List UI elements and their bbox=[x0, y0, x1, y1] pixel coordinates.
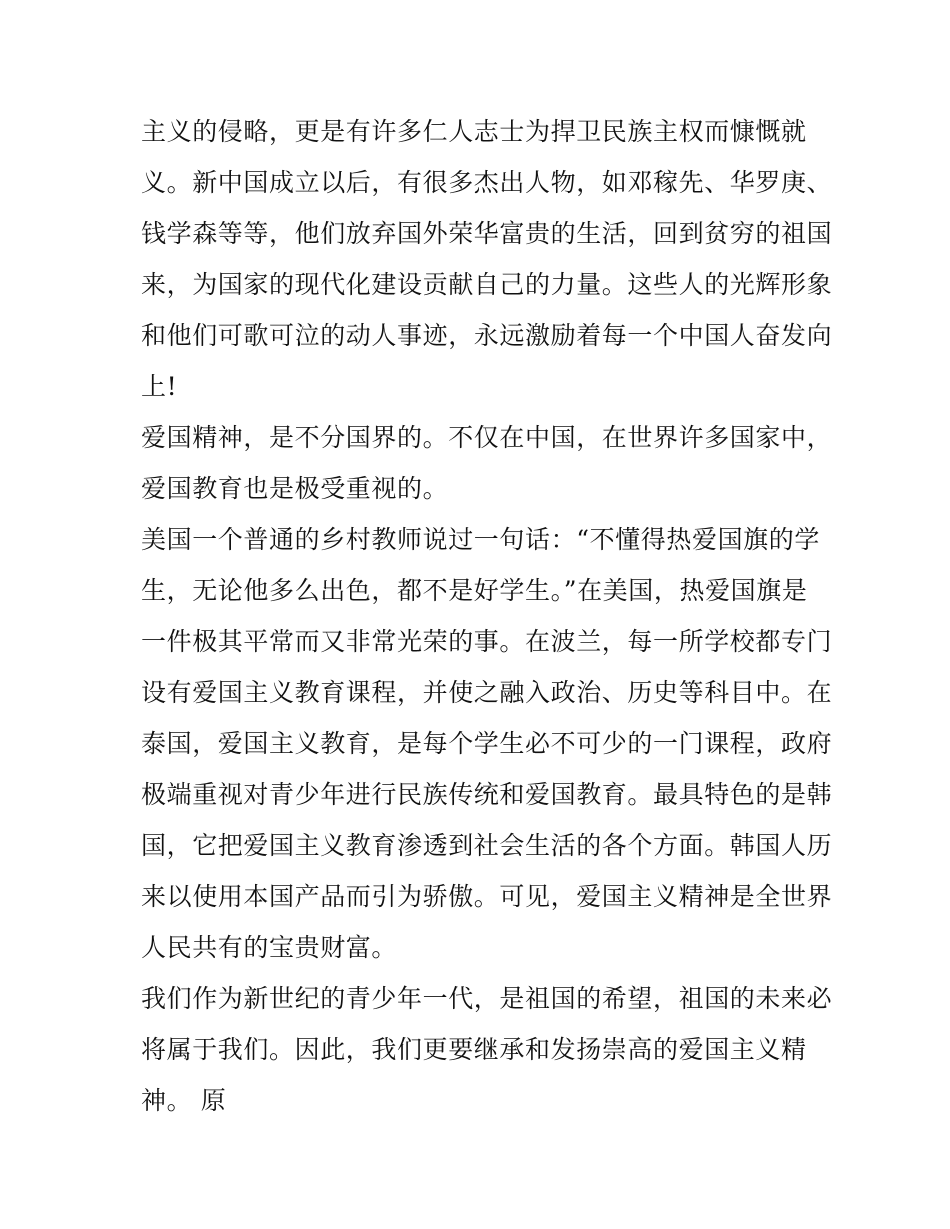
text-line: 设有爱国主义教育课程，并使之融入政治、历史等科目中。在 bbox=[141, 678, 833, 707]
text-line: 主义的侵略，更是有许多仁人志士为捍卫民族主权而慷慨就 bbox=[141, 117, 807, 146]
text-line: 来，为国家的现代化建设贡献自己的力量。这些人的光辉形象 bbox=[141, 270, 833, 299]
document-body bbox=[141, 106, 833, 1126]
text-line: 泰国，爱国主义教育，是每个学生必不可少的一门课程，政府 bbox=[141, 729, 833, 758]
text-line: 义。新中国成立以后，有很多杰出人物，如邓稼先、华罗庚、 bbox=[141, 168, 833, 197]
text-line: 生，无论他多么出色，都不是好学生。”在美国，热爱国旗是 bbox=[141, 576, 808, 605]
text-line: 和他们可歌可泣的动人事迹，永远激励着每一个中国人奋发向 bbox=[141, 321, 833, 350]
text-line: 来以使用本国产品而引为骄傲。可见，爱国主义精神是全世界 bbox=[141, 882, 833, 911]
text-line: 爱国精神，是不分国界的。不仅在中国，在世界许多国家中， bbox=[141, 423, 833, 452]
text-line: 美国一个普通的乡村教师说过一句话：“不懂得热爱国旗的学 bbox=[141, 525, 820, 554]
text-line: 将属于我们。因此，我们更要继承和发扬崇高的爱国主义精 bbox=[141, 1035, 807, 1064]
text-line: 我们作为新世纪的青少年一代，是祖国的希望，祖国的未来必 bbox=[141, 984, 833, 1013]
text-line: 上! bbox=[141, 372, 178, 401]
text-line: 钱学森等等，他们放弃国外荣华富贵的生活，回到贫穷的祖国 bbox=[141, 219, 833, 248]
text-line: 国，它把爱国主义教育渗透到社会生活的各个方面。韩国人历 bbox=[141, 831, 833, 860]
text-line: 爱国教育也是极受重视的。 bbox=[141, 474, 449, 503]
text-line: 极端重视对青少年进行民族传统和爱国教育。最具特色的是韩 bbox=[141, 780, 833, 809]
text-line: 神。 原 bbox=[141, 1086, 227, 1115]
text-line: 一件极其平常而又非常光荣的事。在波兰，每一所学校都专门 bbox=[141, 627, 833, 656]
text-line: 人民共有的宝贵财富。 bbox=[141, 933, 398, 962]
